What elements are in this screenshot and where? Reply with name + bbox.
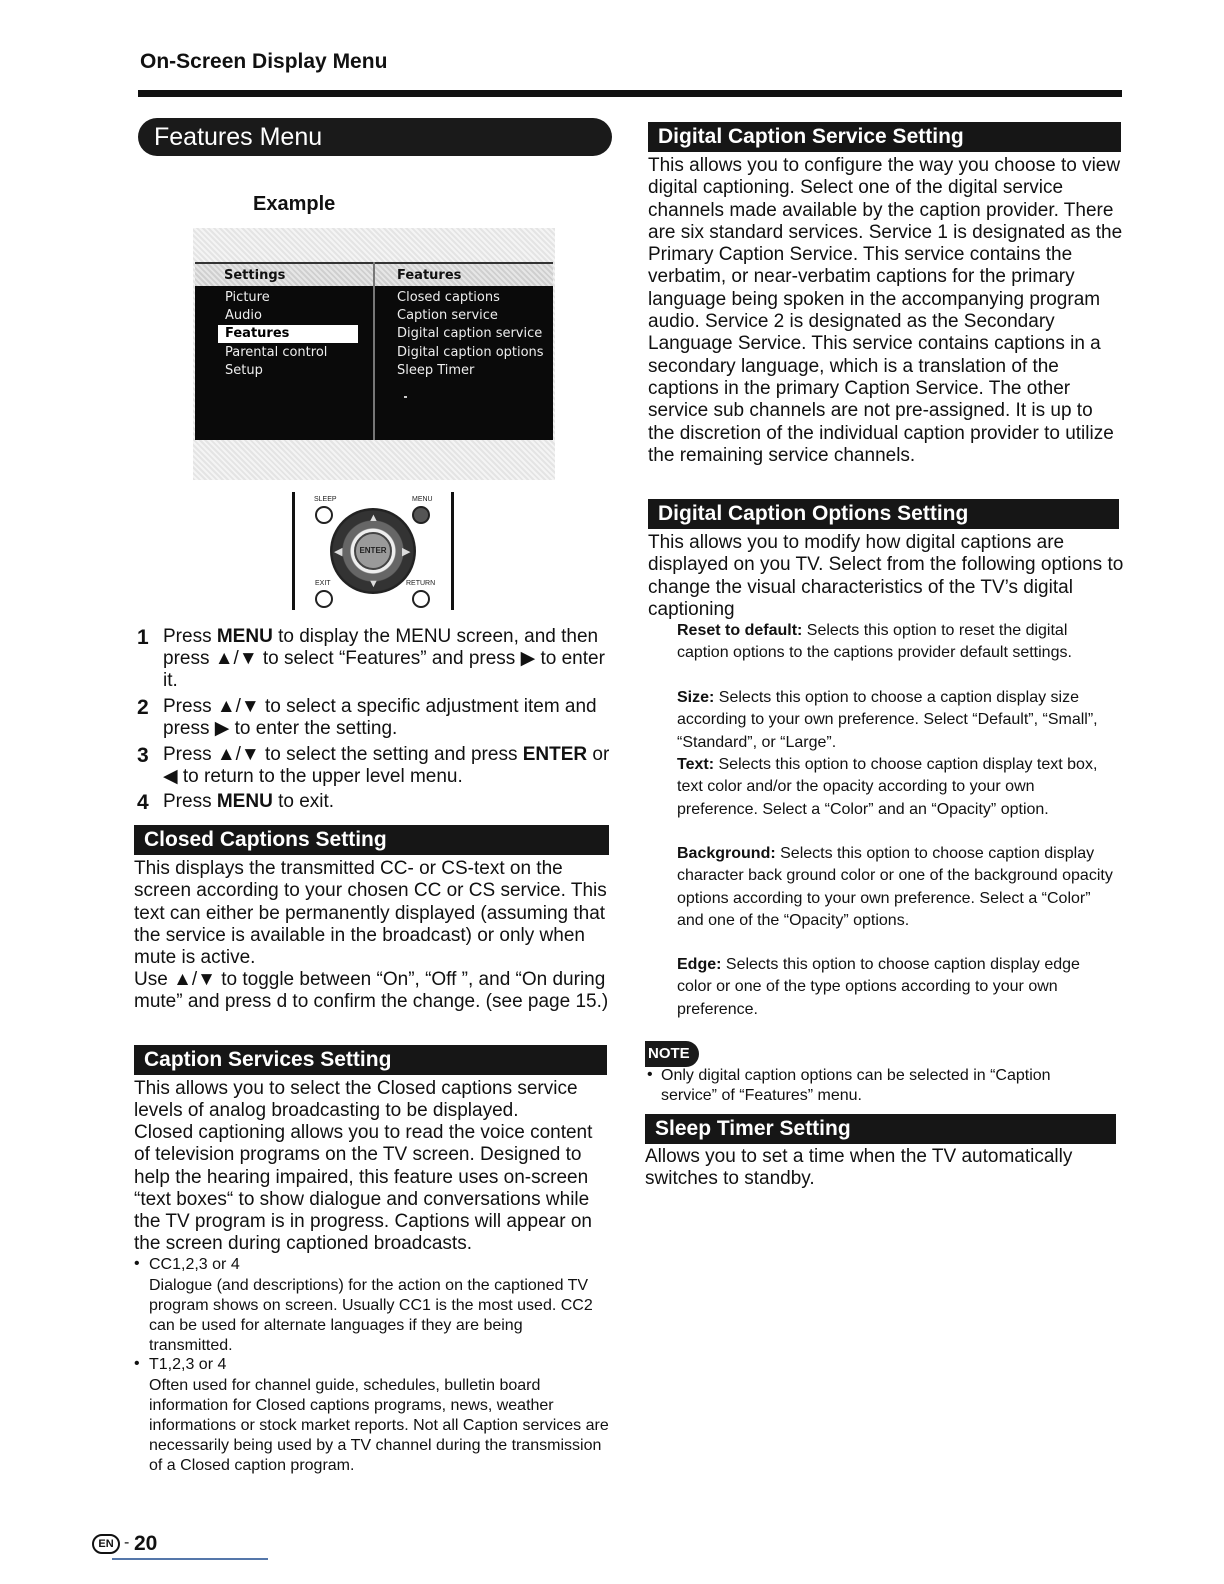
osd-menu-item-setup: Setup <box>225 363 263 378</box>
option-text <box>677 754 1117 821</box>
osd-feature-sleep-timer: Sleep Timer <box>397 363 475 378</box>
option-name: Background: <box>677 845 776 862</box>
header-rule <box>138 90 1122 97</box>
bullet-icon: • <box>134 1355 140 1372</box>
osd-cursor <box>404 396 407 398</box>
option-desc: Selects this option to choose caption display edge color or one of the type options according to your own preference. <box>677 956 1080 1018</box>
right-arrow-icon: ▶ <box>402 546 411 558</box>
return-button <box>412 590 430 608</box>
step-number: 1 <box>137 626 149 649</box>
sleep-timer-text: Allows you to set a time when the TV automatically switches to standby. <box>645 1146 1073 1190</box>
osd-feature-caption-service: Caption service <box>397 308 498 323</box>
step-number: 2 <box>137 696 149 719</box>
bullet-icon: • <box>134 1255 140 1272</box>
closed-captions-text: This displays the transmitted CC- or CS-text on the screen according to your chosen CC or CS service. This text can either be permanently displayed (assuming that the service is available in the broadcast) or only when mute is active. <box>134 858 607 969</box>
example-label: Example <box>253 193 336 215</box>
option-name: Edge: <box>677 956 722 973</box>
step-number: 4 <box>137 791 149 814</box>
option-desc: Selects this option to choose caption display text box, text color and/or the opacity according to your own preference. Select a “Color” and an “Opacity” option. <box>677 756 1098 818</box>
option-desc: Selects this option to choose a caption display size according to your own preference. Select “Default”, “Small”, “Standard”, or “Large”. <box>677 689 1098 751</box>
bullet-body: Dialogue (and descriptions) for the action on the captioned TV program shows on screen. Usually CC1 is the most used. CC2 can be used for alternate languages if they are being transmitted. <box>149 1277 593 1354</box>
remote-right-rail <box>451 492 454 610</box>
option-name: Size: <box>677 689 715 706</box>
remote-left-rail <box>292 492 295 610</box>
osd-feature-digital-caption-service: Digital caption service <box>397 326 543 341</box>
option-desc: Selects this option to reset the digital caption options to the captions provider default settings. <box>677 622 1072 662</box>
option-name: Reset to default: <box>677 622 803 639</box>
osd-divider <box>373 262 375 440</box>
remote-control-illustration <box>288 490 458 612</box>
digital-caption-options-text: This allows you to modify how digital captions are displayed on you TV. Select from the following options to change the visual characteristics of the TV’s digital captioning <box>648 532 1124 620</box>
left-arrow-icon: ◀ <box>334 546 343 558</box>
caption-services-text-2: Closed captioning allows you to read the voice content of television programs on the TV screen. Designed to help the hearing impaired, this feature uses on-screen “text boxes“ to show dialogue and conversations while the TV program is in progress. Captions will appear on the screen during captioned broadcasts. <box>134 1122 593 1255</box>
step-text: Press ▲/▼ to select a specific adjustment item and press ▶ to enter the setting. <box>163 696 597 739</box>
bullet-icon: • <box>647 1066 653 1083</box>
exit-label: EXIT <box>315 580 331 587</box>
page-title: On-Screen Display Menu <box>140 50 388 73</box>
osd-feature-digital-caption-options: Digital caption options <box>397 345 544 360</box>
closed-captions-heading: Closed Captions Setting <box>134 825 609 855</box>
bullet-head: T1,2,3 or 4 <box>149 1356 227 1373</box>
osd-menu-item-audio: Audio <box>225 308 262 323</box>
note-badge: NOTE <box>645 1041 699 1067</box>
step-number: 3 <box>137 744 149 767</box>
menu-button <box>412 506 430 524</box>
note-text: Only digital caption options can be selected in “Caption service” of “Features” menu. <box>661 1067 1051 1104</box>
return-label: RETURN <box>406 580 436 587</box>
osd-feature-closed-captions: Closed captions <box>397 290 500 305</box>
down-arrow-icon: ▼ <box>368 578 379 590</box>
option-size <box>677 687 1117 754</box>
language-en-icon: EN <box>92 1534 120 1554</box>
footer-rule <box>112 1558 268 1560</box>
option-edge <box>677 954 1117 1021</box>
exit-button <box>315 590 333 608</box>
bullet-body: Often used for channel guide, schedules, bulletin board information for Closed captions programs, news, weather informations or stock market reports. Not all Caption services are necessarily being used by a TV channel during the transmission of a Closed caption program. <box>149 1377 609 1474</box>
digital-caption-service-heading: Digital Caption Service Setting <box>648 122 1121 152</box>
step-text: Press MENU to display the MENU screen, and then press ▲/▼ to select “Features” and press ▶ to enter it. <box>163 626 605 691</box>
option-background <box>677 843 1117 932</box>
digital-caption-options-heading: Digital Caption Options Setting <box>648 499 1119 529</box>
osd-settings-heading: Settings <box>224 268 286 283</box>
menu-label: MENU <box>412 496 433 503</box>
osd-menu-item-features: Features <box>218 325 358 343</box>
osd-menu-item-picture: Picture <box>225 290 270 305</box>
option-desc: Selects this option to choose caption display character back ground color or one of the background opacity options according to your own preference. Select a “Color” and one of the “Opacity” options. <box>677 845 1113 929</box>
caption-services-text: This allows you to select the Closed captions service levels of analog broadcasting to be displayed. <box>134 1078 578 1122</box>
up-arrow-icon: ▲ <box>368 512 379 524</box>
features-menu-title: Features Menu <box>138 118 612 156</box>
option-reset-to-default <box>677 620 1117 665</box>
sleep-button <box>315 506 333 524</box>
step-text: Press MENU to exit. <box>163 791 335 812</box>
enter-button: ENTER <box>354 532 392 570</box>
osd-features-heading: Features <box>397 268 462 283</box>
closed-captions-text-2: Use ▲/▼ to toggle between “On”, “Off ”, and “On during mute” and press d to confirm the change. (see page 15.) <box>134 969 609 1013</box>
step-text: Press ▲/▼ to select the setting and press ENTER or ◀ to return to the upper level menu. <box>163 744 610 787</box>
bullet-head: CC1,2,3 or 4 <box>149 1256 240 1273</box>
sleep-label: SLEEP <box>314 496 337 503</box>
option-name: Text: <box>677 756 715 773</box>
digital-caption-service-text: This allows you to configure the way you choose to view digital captioning. Select one of the digital service channels made available by the caption provider. There are six standard services. Service 1 is designated as the Primary Caption Service. This service contains the verbatim, or near-verbatim captions for the primary language being spoken in the accompanying program audio. Service 2 is designated as the Secondary Language Service. This service contains captions in a secondary language, which is a translation of the captions in the primary Caption Service. The other service sub channels are not pre-assigned. It is up to the discretion of the individual caption provider to utilize the remaining service channels. <box>648 155 1123 466</box>
sleep-timer-heading: Sleep Timer Setting <box>645 1114 1116 1144</box>
footer-dash: - <box>124 1534 130 1551</box>
osd-menu-item-parental-control: Parental control <box>225 345 328 360</box>
caption-services-heading: Caption Services Setting <box>134 1045 607 1075</box>
page-number: 20 <box>134 1532 158 1555</box>
